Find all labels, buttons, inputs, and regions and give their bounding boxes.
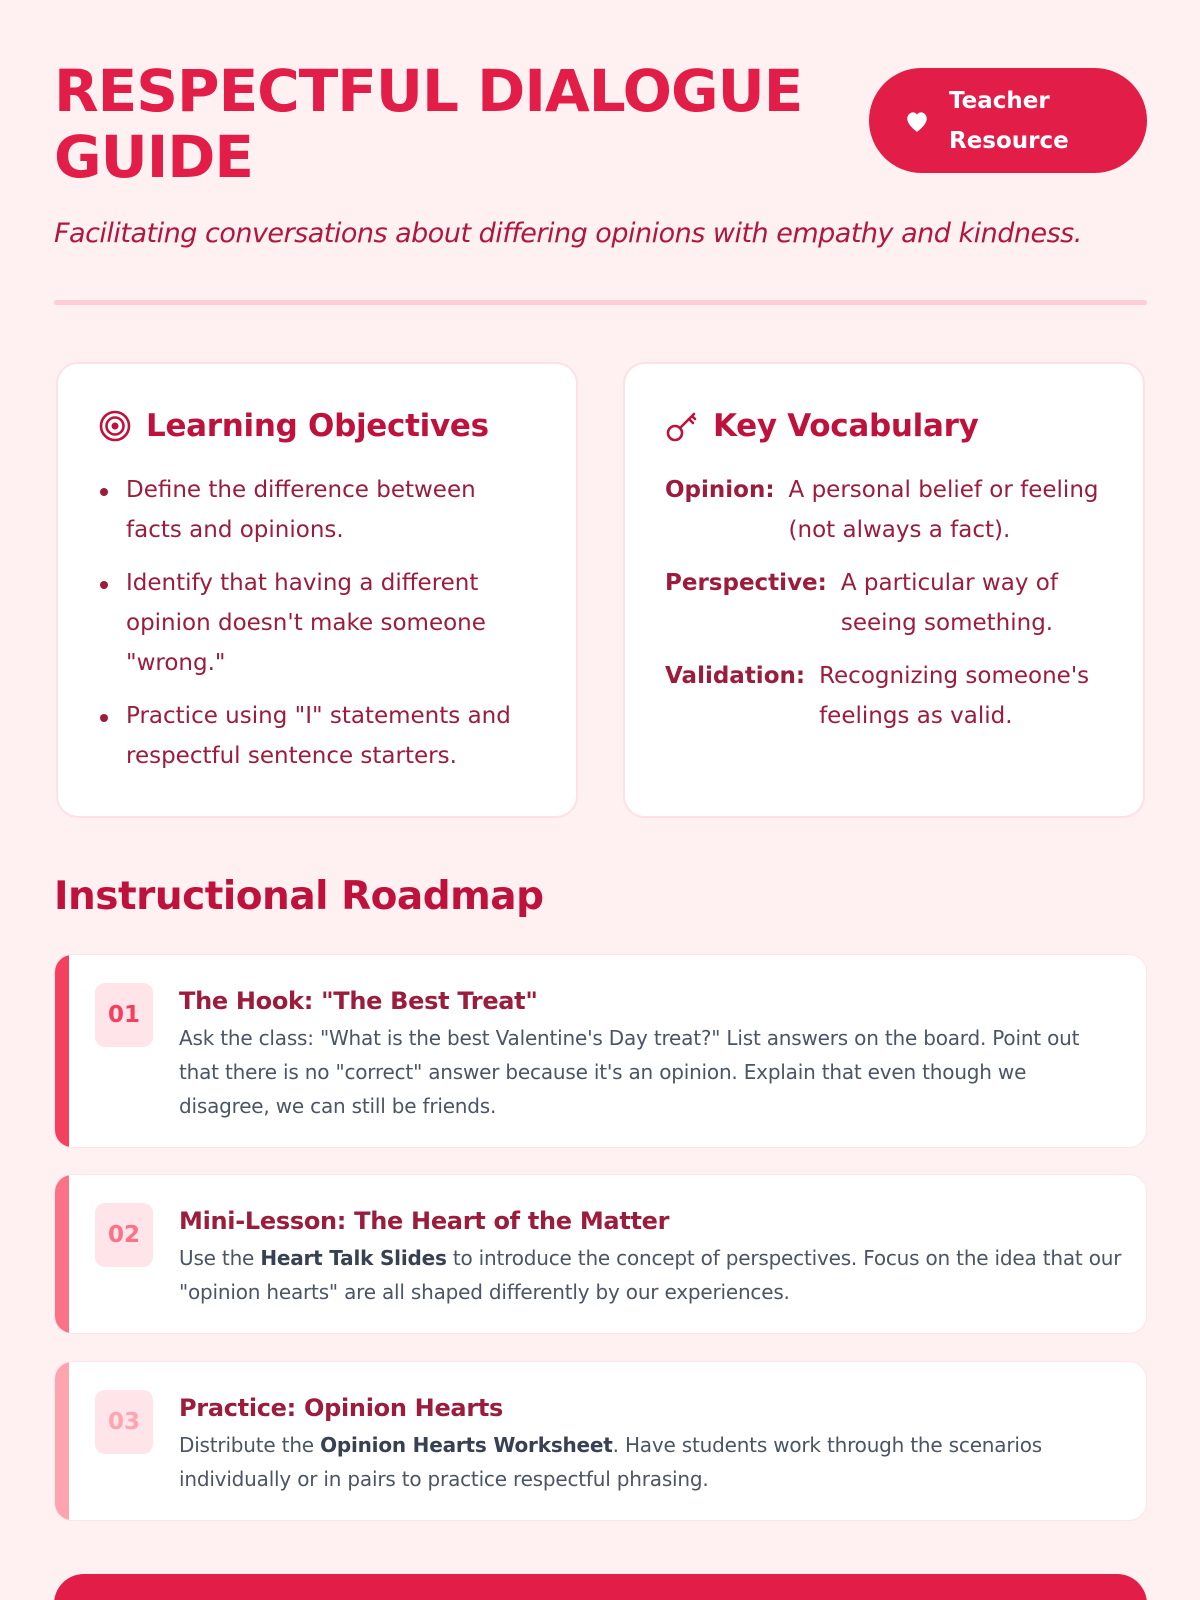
vocab-term: Perspective: bbox=[665, 570, 827, 596]
step-number: 01 bbox=[95, 983, 153, 1047]
page-title: RESPECTFUL DIALOGUE GUIDE bbox=[54, 57, 803, 191]
list-item: Identify that having a different opinion doesn't make someone "wrong." bbox=[98, 563, 536, 683]
roadmap-step bbox=[54, 1174, 1147, 1334]
learning-objectives-card bbox=[56, 362, 578, 818]
vocab-row bbox=[665, 563, 1103, 643]
objectives-list bbox=[98, 470, 536, 776]
step-description: Use the Heart Talk Slides to introduce the concept of perspectives. Focus on the idea that our "opinion hearts" are all shaped differently by our experiences. bbox=[179, 1246, 1122, 1304]
key-vocabulary-card bbox=[623, 362, 1145, 818]
badge-label: Teacher Resource bbox=[949, 87, 1069, 154]
list-item: Define the difference between facts and opinions. bbox=[98, 470, 536, 550]
page-subtitle: Facilitating conversations about differing opinions with empathy and kindness. bbox=[54, 218, 1082, 249]
step-accent-bar bbox=[55, 1175, 69, 1333]
vocabulary-title: Key Vocabulary bbox=[713, 408, 979, 444]
roadmap-step bbox=[54, 954, 1147, 1148]
objectives-title: Learning Objectives bbox=[146, 408, 489, 444]
heart-icon bbox=[897, 109, 937, 133]
step-description: Distribute the Opinion Hearts Worksheet. Have students work through the scenarios individually or in pairs to practice respectful phrasing. bbox=[179, 1433, 1042, 1491]
vocab-definition: A particular way of seeing something. bbox=[840, 570, 1058, 636]
step-title: Mini-Lesson: The Heart of the Matter bbox=[179, 1207, 670, 1235]
list-item: Practice using "I" statements and respectful sentence starters. bbox=[98, 696, 536, 776]
page-header bbox=[54, 0, 1147, 200]
step-title: Practice: Opinion Hearts bbox=[179, 1394, 504, 1422]
vocab-term: Opinion: bbox=[665, 477, 775, 503]
step-accent-bar bbox=[55, 955, 69, 1147]
vocab-definition: A personal belief or feeling (not always a fact). bbox=[788, 477, 1099, 543]
roadmap-title: Instructional Roadmap bbox=[54, 874, 544, 919]
key-icon bbox=[665, 408, 701, 444]
step-title: The Hook: "The Best Treat" bbox=[179, 987, 538, 1015]
step-number: 03 bbox=[95, 1390, 153, 1454]
step-number: 02 bbox=[95, 1203, 153, 1267]
lesson-guide-page bbox=[54, 0, 1147, 1491]
teacher-resource-badge bbox=[869, 68, 1147, 173]
footer-banner bbox=[54, 1574, 1147, 1600]
vocab-row bbox=[665, 656, 1103, 736]
header-divider bbox=[54, 300, 1147, 305]
step-accent-bar bbox=[55, 1362, 69, 1520]
vocab-term: Validation: bbox=[665, 663, 806, 689]
vocab-row bbox=[665, 470, 1103, 550]
target-icon bbox=[98, 408, 134, 444]
vocab-definition: Recognizing someone's feelings as valid. bbox=[819, 663, 1090, 729]
roadmap-step bbox=[54, 1361, 1147, 1521]
step-description: Ask the class: "What is the best Valentine's Day treat?" List answers on the board. Point out that there is no "correct" answer because it's an opinion. Explain that even though we disagree, we can still be friends. bbox=[179, 1026, 1080, 1118]
